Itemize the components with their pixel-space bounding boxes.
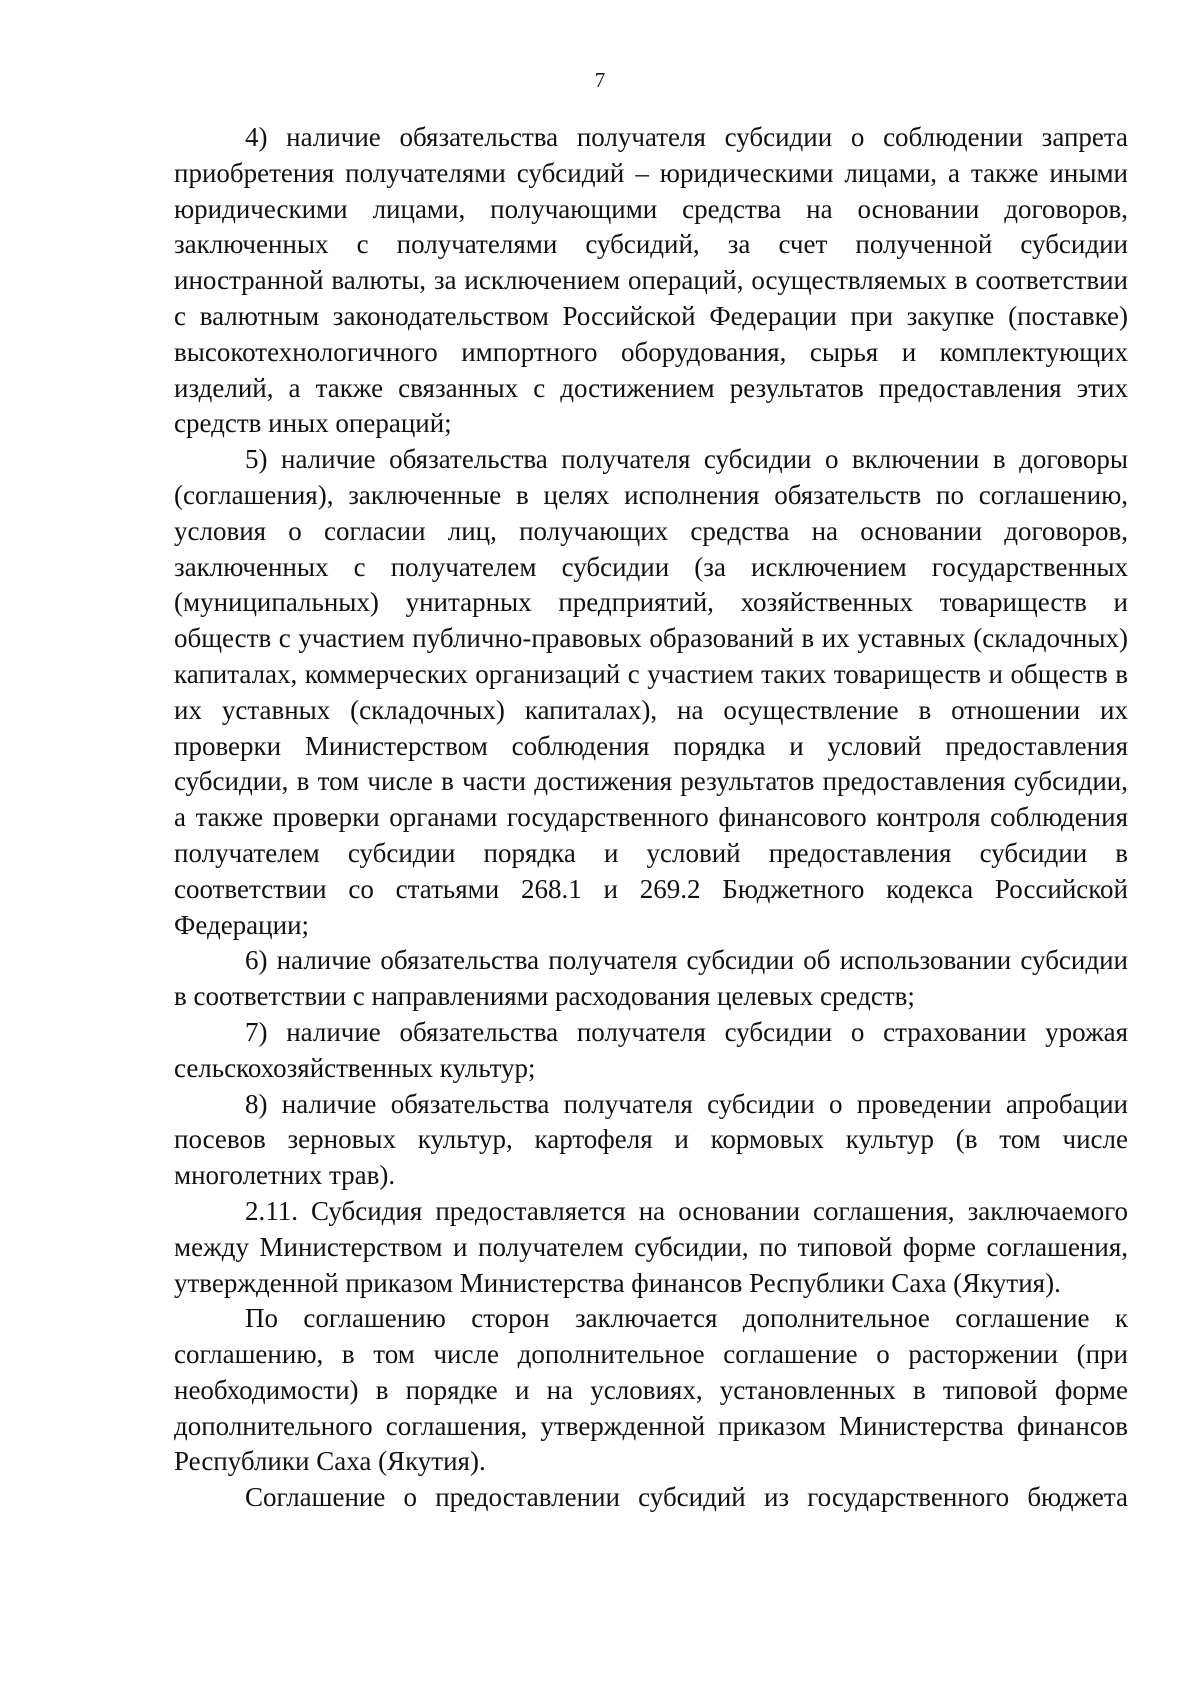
- paragraph-item-4: 4) наличие обязательства получателя субсидии о соблюдении запрета приобретения получателями субсидий – юридическими лицами, а также иными юридическими лицами, получающими средства на основании договоров, заключенных с получателями субсидий, за счет полученной субсидии иностранной валюты, за исключением операций, осуществляемых в соответствии с валютным законодательством Российской Федерации при закупке (поставке) высокотехнологичного импортного оборудования, сырья и комплектующих изделий, а также связанных с достижением результатов предоставления этих средств иных операций;: [174, 122, 1128, 439]
- paragraph-item-5: 5) наличие обязательства получателя субсидии о включении в договоры (соглашения), заключенные в целях исполнения обязательств по соглашению, условия о согласии лиц, получающих средства на основании договоров, заключенных с получателем субсидии (за исключением государственных (муниципальных) унитарных предприятий, хозяйственных товариществ и обществ с участием публично-правовых образований в их уставных (складочных) капиталах, коммерческих организаций с участием таких товариществ и обществ в их уставных (складочных) капиталах), на осуществление в отношении их проверки Министерством соблюдения порядка и условий предоставления субсидии, в том числе в части достижения результатов предоставления субсидии, а также проверки органами государственного финансового контроля соблюдения получателем субсидии порядка и условий предоставления субсидии в соответствии со статьями 268.1 и 269.2 Бюджетного кодекса Российской Федерации;: [174, 444, 1128, 940]
- paragraph-item-7: 7) наличие обязательства получателя субсидии о страховании урожая сельскохозяйственных культур;: [174, 1016, 1128, 1083]
- document-body: [174, 120, 1128, 1516]
- paragraph-item-6: 6) наличие обязательства получателя субсидии об использовании субсидии в соответствии с направлениями расходования целевых средств;: [174, 945, 1128, 1012]
- paragraph-agreement-start: Соглашение о предоставлении субсидий из государственного бюджета: [245, 1482, 1128, 1513]
- paragraph-additional-agreement: По соглашению сторон заключается дополнительное соглашение к соглашению, в том числе дополнительное соглашение о расторжении (при необходимости) в порядке и на условиях, установленных в типовой форме дополнительного соглашения, утвержденной приказом Министерства финансов Республики Саха (Якутия).: [174, 1303, 1128, 1477]
- page-number: 7: [594, 68, 606, 92]
- paragraph-clause-2-11: 2.11. Субсидия предоставляется на основании соглашения, заключаемого между Министерством и получателем субсидии, по типовой форме соглашения, утвержденной приказом Министерства финансов Республики Саха (Якутия).: [174, 1195, 1128, 1298]
- paragraph-item-8: 8) наличие обязательства получателя субсидии о проведении апробации посевов зерновых культур, картофеля и кормовых культур (в том числе многолетних трав).: [174, 1088, 1128, 1191]
